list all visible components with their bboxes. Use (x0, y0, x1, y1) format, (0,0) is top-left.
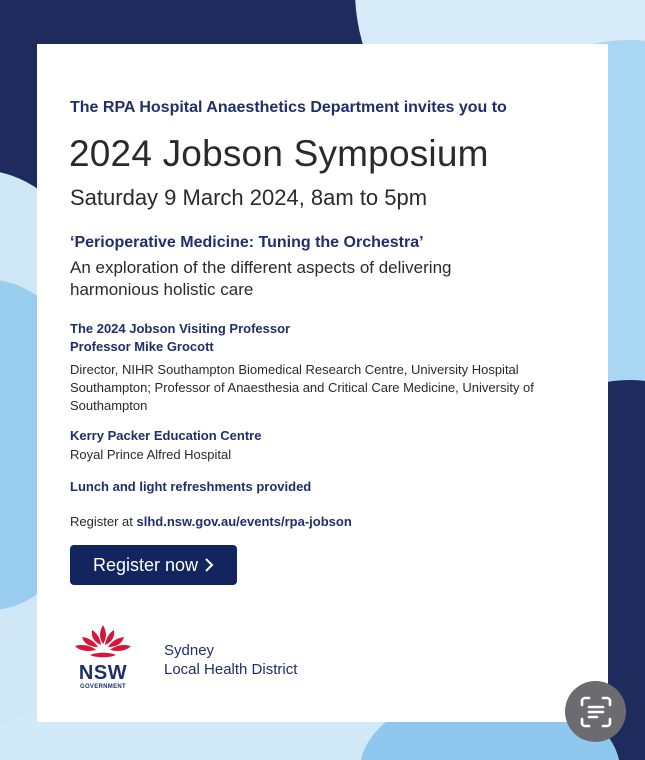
nsw-government-logo (70, 622, 136, 692)
waratah-icon (70, 622, 136, 662)
register-line (70, 514, 352, 529)
text-scan-button[interactable] (565, 681, 626, 742)
lunch-note: Lunch and light refreshments provided (70, 479, 312, 494)
event-title: 2024 Jobson Symposium (69, 133, 489, 174)
logo-government-text: GOVERNMENT (79, 684, 126, 690)
event-theme: ‘Perioperative Medicine: Tuning the Orchestra’ (70, 234, 424, 251)
district-line-2: Local Health District (164, 661, 298, 678)
visiting-professor (70, 320, 290, 356)
flyer-card (37, 44, 608, 722)
event-description: An exploration of the different aspects of delivering harmonious holistic care (70, 258, 452, 299)
register-now-button[interactable] (70, 545, 237, 585)
logo-nsw-text: NSW (78, 662, 128, 684)
hospital-name: Royal Prince Alfred Hospital (70, 447, 232, 462)
register-url[interactable]: slhd.nsw.gov.au/events/rpa-jobson (136, 514, 352, 529)
chevron-right-icon (204, 558, 214, 572)
venue-name: Kerry Packer Education Centre (70, 428, 262, 443)
professor-heading: The 2024 Jobson Visiting Professor (70, 321, 291, 336)
register-prefix: Register at (70, 514, 133, 529)
invite-text: The RPA Hospital Anaesthetics Department invites you to (70, 99, 507, 116)
professor-description: Director, NIHR Southampton Biomedical Research Centre, University Hospital Southampton; Professor of Anaesthesia and Critical Care Medicine, University of Southampton (70, 362, 534, 413)
district-line-1: Sydney (164, 642, 215, 659)
event-date: Saturday 9 March 2024, 8am to 5pm (70, 185, 428, 210)
professor-name: Professor Mike Grocott (70, 339, 214, 354)
register-now-label: Register now (92, 554, 199, 575)
text-scan-icon (579, 695, 613, 729)
district-name (164, 641, 297, 679)
